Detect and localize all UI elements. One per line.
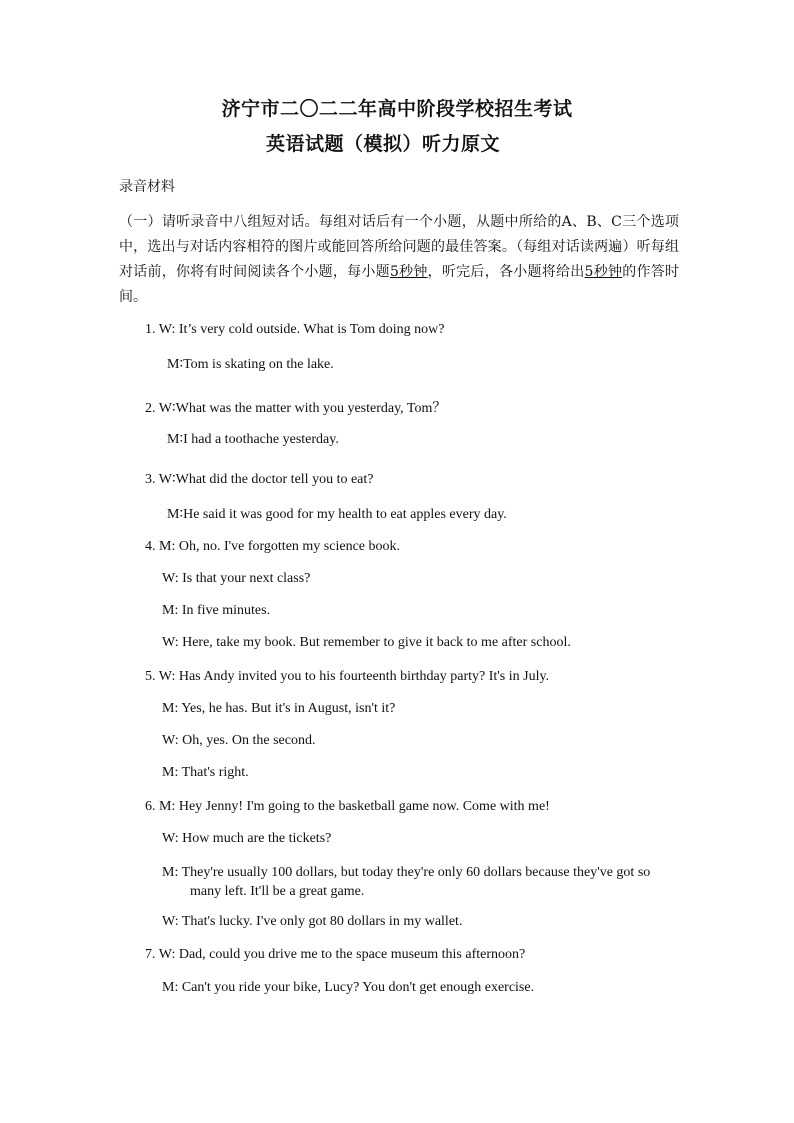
dialogue-7-line-2: M: Can't you ride your bike, Lucy? You don't get enough exercise. <box>162 980 535 995</box>
dialogue-1-line-1: 1. W: It’s very cold outside. What is Tom doing now? <box>145 322 445 337</box>
dialogue-4-line-1: 4. M: Oh, no. I've forgotten my science book. <box>145 539 400 554</box>
dialogue-2-line-1: 2. W∶What was the matter with you yesterday, Tom？ <box>145 401 447 416</box>
dialogue-5-line-4: M: That's right. <box>162 765 249 780</box>
dialogue-5-line-1: 5. W: Has Andy invited you to his fourteenth birthday party? It's in July. <box>145 669 550 684</box>
dialogue-5-line-3: W: Oh, yes. On the second. <box>162 733 316 748</box>
dialogue-6-line-3b: many left. It'll be a great game. <box>190 884 365 899</box>
instructions-time-2: 5秒钟 <box>584 264 623 280</box>
dialogue-3-line-1: 3. W∶What did the doctor tell you to eat? <box>145 472 374 487</box>
dialogue-4-line-4: W: Here, take my book. But remember to give it back to me after school. <box>162 635 571 650</box>
dialogue-2-line-2: M∶I had a toothache yesterday. <box>167 432 339 447</box>
dialogue-4-line-2: W: Is that your next class? <box>162 571 311 586</box>
document-subtitle: 英语试题（模拟）听力原文 <box>265 133 500 155</box>
dialogue-6-line-2: W: How much are the tickets? <box>162 831 332 846</box>
instructions-paragraph <box>119 210 679 310</box>
dialogue-6-line-1: 6. M: Hey Jenny! I'm going to the basketball game now. Come with me! <box>145 799 550 814</box>
instructions-text-1: （一）请听录音中八组短对话。每组对话后有一个小题，从题中所给的A、B、C三个选项中，选出与对话内容相符的图片或能回答所给问题的最佳答案。（每组对话读两遍）听每组对话前，你将有时间阅读各个小题，每小题 <box>119 214 679 280</box>
dialogue-3-line-2: M∶He said it was good for my health to eat apples every day. <box>167 507 507 522</box>
dialogue-1-line-2: M∶Tom is skating on the lake. <box>167 357 334 372</box>
section-label: 录音材料 <box>119 179 175 195</box>
instructions-time-1: 5秒钟 <box>389 264 428 280</box>
dialogue-5-line-2: M: Yes, he has. But it's in August, isn't it? <box>162 701 396 716</box>
dialogue-7-line-1: 7. W: Dad, could you drive me to the space museum this afternoon? <box>145 947 526 962</box>
instructions-text-2: ，听完后，各小题将给出 <box>427 264 585 280</box>
document-title: 济宁市二〇二二年高中阶段学校招生考试 <box>221 98 573 120</box>
dialogue-6-line-3a: M: They're usually 100 dollars, but today they're only 60 dollars because they've got so <box>162 865 651 880</box>
instructions-text-3: 的作答时间。 <box>119 264 680 305</box>
dialogue-4-line-3: M: In five minutes. <box>162 603 271 618</box>
dialogue-6-line-3 <box>162 863 674 901</box>
dialogue-6-line-4: W: That's lucky. I've only got 80 dollars in my wallet. <box>162 914 463 929</box>
